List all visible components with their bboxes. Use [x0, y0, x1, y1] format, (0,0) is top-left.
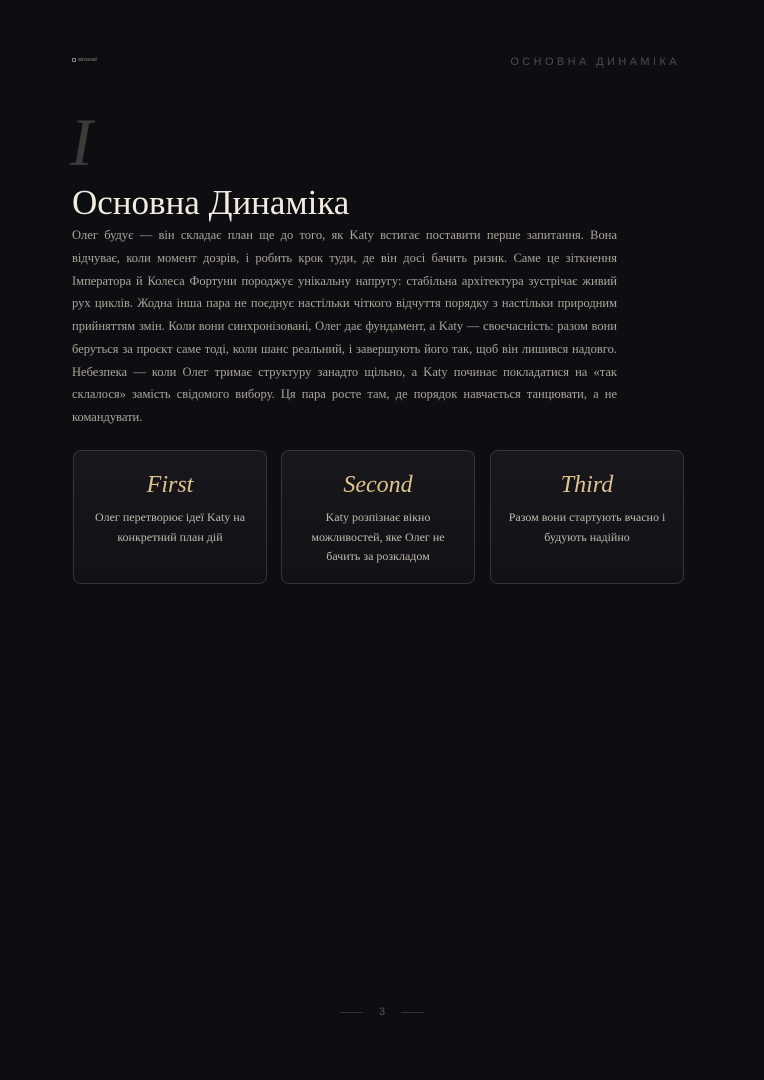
footer-divider-left — [340, 1012, 363, 1013]
card-title: Second — [343, 472, 413, 498]
card-text: Katy розпізнає вікно можливостей, яке Олег не бачить за розкладом — [311, 510, 445, 563]
card-text: Разом вони стартують вчасно і будують надійно — [508, 510, 666, 544]
card-third — [490, 450, 684, 584]
brand-name: ainsead — [78, 57, 97, 63]
page-number: 3 — [378, 1006, 386, 1018]
card-title: Third — [560, 472, 614, 498]
card-second — [281, 450, 475, 584]
card-text: Олег перетворює ідеї Katy на конкретний план дій — [94, 510, 246, 544]
logo-icon — [72, 58, 76, 62]
page-title: Основна Динаміка — [72, 183, 350, 222]
card-row — [73, 450, 684, 586]
card-first — [73, 450, 267, 584]
body-paragraph: Олег будує — він складає план ще до того, як Katy встигає поставити перше запитання. Вона відчуває, коли момент дозрів, і робить крок туди, де він досі бачить ризик. Саме це зіткнення Імператора й Колеса Фортуни породжує унікальну напругу: стабільна архітектура зустрічає живий рух циклів. Жодна інша пара не поєднує настільки чіткого відчуття порядку з настільки природним прийняттям змін. Коли вони синхронізовані, Олег дає фундамент, а Katy — своєчасність: разом вони беруться за проєкт саме тоді, коли шанс реальний, і завершують його так, щоб він лишився надовго. Небезпека — коли Олег тримає структуру занадто щільно, а Katy починає покладатися на «так склалося» замість свідомого вибору. Ця пара росте там, де порядок навчається танцювати, а не командувати. — [72, 228, 617, 424]
running-header: ОСНОВНА ДИНАМІКА — [510, 56, 680, 68]
page-footer — [0, 1006, 764, 1018]
card-title: First — [146, 472, 194, 498]
brand-logo — [72, 57, 97, 63]
chapter-numeral: I — [70, 104, 93, 180]
footer-divider-right — [401, 1012, 424, 1013]
